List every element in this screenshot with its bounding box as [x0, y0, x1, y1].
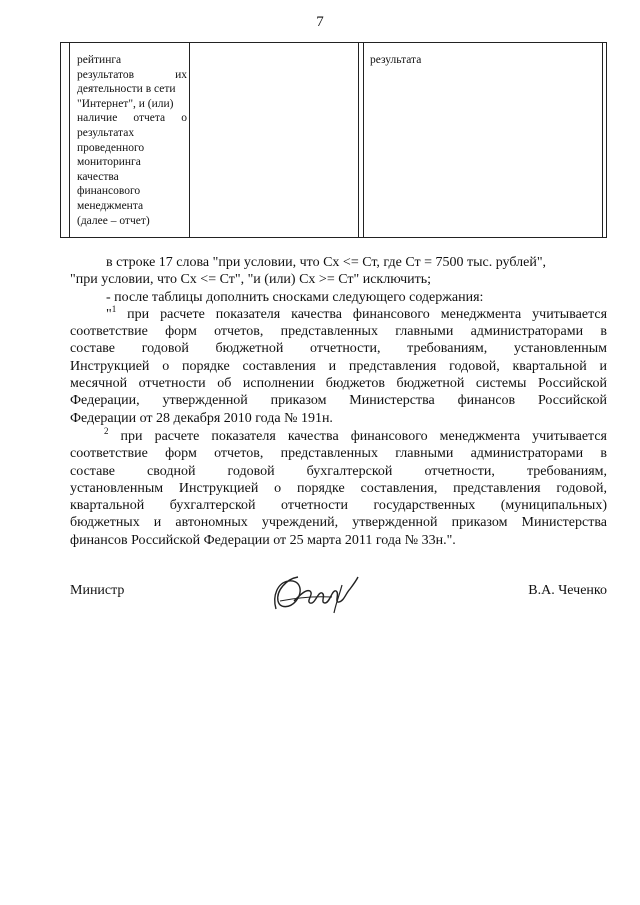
cell-line: финансового: [77, 185, 141, 198]
text-line: составе сводной годовой бухгалтерской отчетности, требованиям,: [70, 463, 607, 479]
cell-line: результатов их: [77, 68, 187, 81]
cell-line: деятельности в сети: [77, 83, 176, 96]
cell-line: наличие отчета о: [77, 112, 187, 125]
footnote-1-first-line: [70, 303, 608, 323]
cell-result-text: результата: [370, 54, 422, 66]
text-line: - после таблицы дополнить сносками следующего содержания:: [106, 289, 484, 305]
text-line: соответствие форм отчетов, представленных главными администраторами в: [70, 324, 607, 340]
text-line: Инструкцией о порядке составления и представления годовой, квартальной и: [70, 358, 607, 374]
cell-line: "Интернет", и (или): [77, 97, 174, 110]
handwritten-signature: [270, 571, 362, 617]
signature-block: [70, 583, 607, 623]
quote-mark: ": [106, 306, 112, 322]
cell-line: результатах: [77, 126, 135, 139]
table-cell-result: [364, 43, 603, 238]
text-fragment: при расчете показателя качества финансового менеджмента учитывается: [120, 428, 607, 444]
footnote-2-first-line: [70, 425, 607, 445]
document-body: [70, 254, 607, 549]
text-line: составе годовой бюджетной отчетности, требованиям, установленным: [70, 341, 607, 357]
text-line: соответствие форм отчетов, представленных главными администраторами в: [70, 446, 607, 462]
cell-line: рейтинга: [77, 54, 122, 66]
table-row: [61, 43, 607, 238]
cell-line: мониторинга: [77, 156, 141, 169]
text-line: в строке 17 слова "при условии, что Сх <= Ст, где Ст = 7500 тыс. рублей",: [106, 255, 547, 270]
text-fragment: при расчете показателя качества финансового менеджмента учитывается: [127, 306, 608, 322]
text-line: квартальной бухгалтерской отчетности государственных (муниципальных): [70, 498, 607, 514]
table-cell-edge-right: [603, 43, 607, 238]
table-cell-empty: [190, 43, 359, 238]
footnote-marker: 2: [104, 425, 109, 436]
text-line: бюджетных и автономных учреждений, утвержденной приказом Министерства: [70, 515, 607, 531]
table-cell-indicator: [70, 43, 190, 238]
continuation-table: [60, 42, 607, 238]
text-line: "при условии, что Сх <= Ст", "и (или) Сх >= Ст" исключить;: [70, 272, 432, 288]
cell-line: проведенного: [77, 141, 145, 154]
table-cell-edge-left: [61, 43, 70, 238]
cell-line: качества: [77, 170, 119, 183]
text-line: установленным Инструкцией о порядке составления, представления годовой,: [70, 480, 607, 496]
text-line: финансов Российской Федерации от 25 марта 2011 года № 33н.".: [70, 532, 456, 548]
cell-line: (далее – отчет): [77, 214, 150, 227]
cell-line: менеджмента: [77, 199, 144, 212]
page-number: 7: [316, 14, 324, 30]
text-line: Федерации, утвержденной приказом Министерства финансов Российской: [70, 393, 607, 409]
signer-position: Министр: [70, 583, 125, 598]
text-line: Федерации от 28 декабря 2010 года № 191н.: [70, 410, 333, 426]
footnote-marker: 1: [111, 303, 117, 314]
text-line: месячной отчетности об исполнении бюджетов бюджетной системы Российской: [70, 376, 607, 392]
signer-name: В.А. Чеченко: [528, 583, 607, 598]
